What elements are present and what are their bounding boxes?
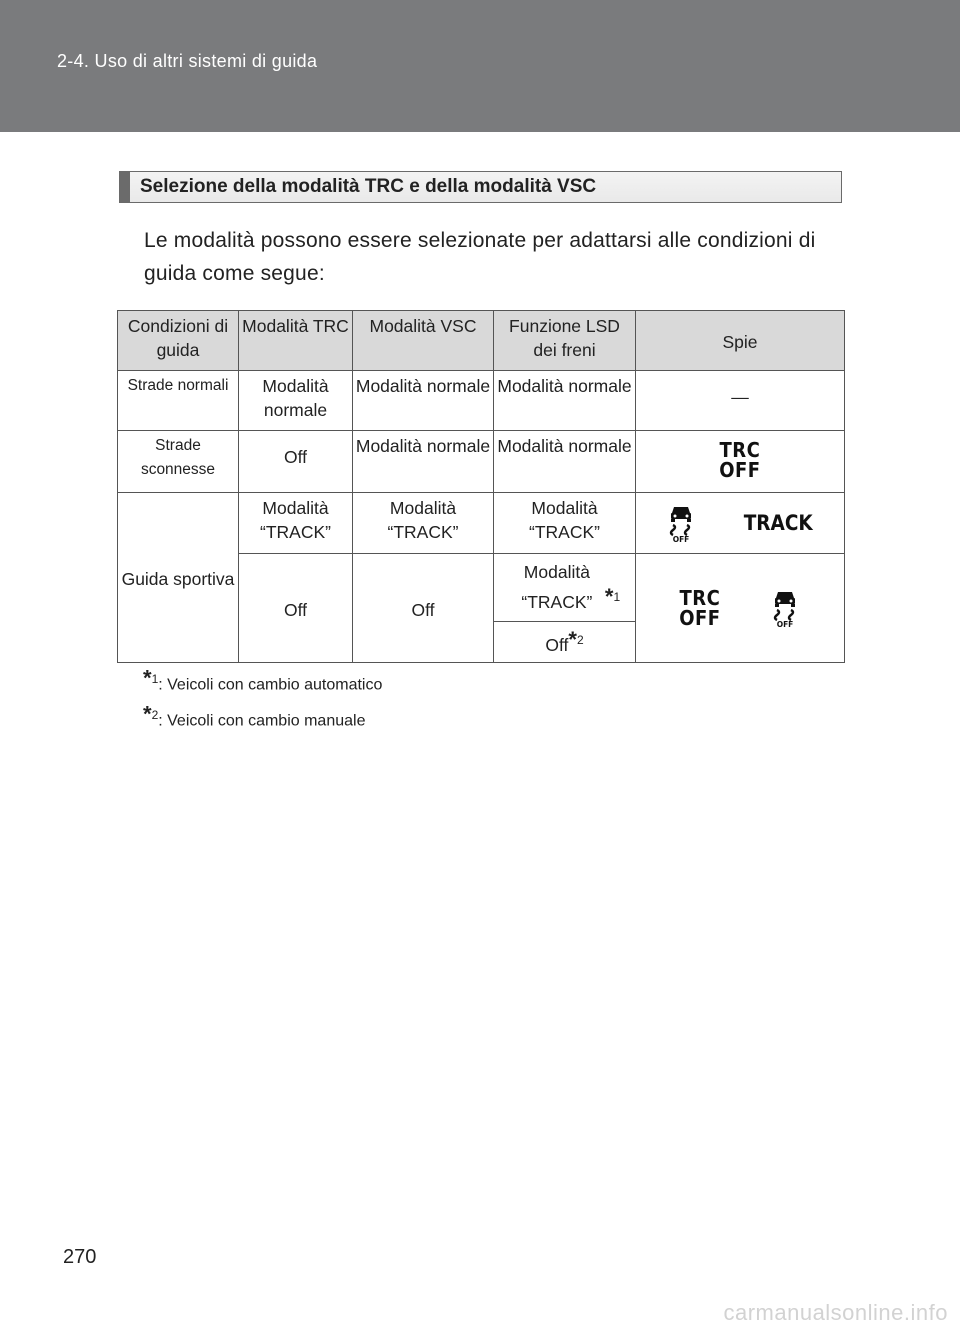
cell-lights-track xyxy=(636,493,845,554)
footnote-1: *$^1$: Veicoli con cambio automatico xyxy=(143,665,383,694)
cell-trc-normali: Modalità normale xyxy=(239,371,353,431)
vsc-off-indicator-icon xyxy=(663,503,699,543)
cell-trc-track: Modalità “TRACK” xyxy=(239,493,353,554)
cell-lights-sconnesse xyxy=(636,431,845,493)
vsc-off-indicator-icon xyxy=(767,588,803,628)
cell-lights-off xyxy=(636,554,845,663)
no-indicator-dash: — xyxy=(731,387,749,407)
cell-trc-off: Off xyxy=(239,554,353,663)
intro-paragraph: Le modalità possono essere selezionate per adattarsi alle condizioni di guida come segue: xyxy=(144,229,816,285)
header-lsd: Funzione LSD dei freni xyxy=(494,311,636,371)
cell-trc-sconnesse: Off xyxy=(239,431,353,493)
trc-off-indicator-icon: TRC OFF xyxy=(719,438,761,482)
cell-vsc-track: Modalità “TRACK” xyxy=(353,493,494,554)
section-title-bar xyxy=(120,172,130,202)
trc-off-indicator-icon: TRC OFF xyxy=(679,586,721,630)
cell-lsd-sconnesse: Modalità normale xyxy=(494,431,636,493)
page-number: 270 xyxy=(63,1246,97,1268)
cell-cond-sportiva: Guida sportiva xyxy=(118,493,239,663)
svg-text:OFF: OFF xyxy=(776,620,794,628)
cell-vsc-off: Off xyxy=(353,554,494,663)
table-row xyxy=(118,493,845,554)
modes-table xyxy=(117,310,845,663)
breadcrumb: 2-4. Uso di altri sistemi di guida xyxy=(57,51,318,71)
section-title-box xyxy=(119,171,842,203)
header-vsc: Modalità VSC xyxy=(353,311,494,371)
svg-text:OFF: OFF xyxy=(672,535,690,543)
header-trc: Modalità TRC xyxy=(239,311,353,371)
watermark: carmanualsonline.info xyxy=(723,1300,948,1325)
table-header-row xyxy=(118,311,845,371)
cell-cond-sconnesse: Strade sconnesse xyxy=(118,431,239,493)
table-row xyxy=(118,371,845,431)
cell-lights-normali xyxy=(636,371,845,431)
cell-vsc-normali: Modalità normale xyxy=(353,371,494,431)
cell-lsd-off-at: Modalità “TRACK” *$^1$ xyxy=(494,554,636,622)
header-lights: Spie xyxy=(636,311,845,371)
cell-lsd-track: Modalità “TRACK” xyxy=(494,493,636,554)
table-row xyxy=(118,431,845,493)
footnote-2: *$^2$: Veicoli con cambio manuale xyxy=(143,701,366,730)
cell-vsc-sconnesse: Modalità normale xyxy=(353,431,494,493)
track-indicator-icon: TRACK xyxy=(743,511,813,535)
cell-lsd-off-mt: Off*$^2$ xyxy=(494,622,636,663)
header-conditions: Condizioni di guida xyxy=(118,311,239,371)
page-header xyxy=(0,0,960,132)
cell-lsd-normali: Modalità normale xyxy=(494,371,636,431)
section-title: Selezione della modalità TRC e della modalità VSC xyxy=(140,176,597,197)
cell-cond-normali: Strade normali xyxy=(118,371,239,431)
